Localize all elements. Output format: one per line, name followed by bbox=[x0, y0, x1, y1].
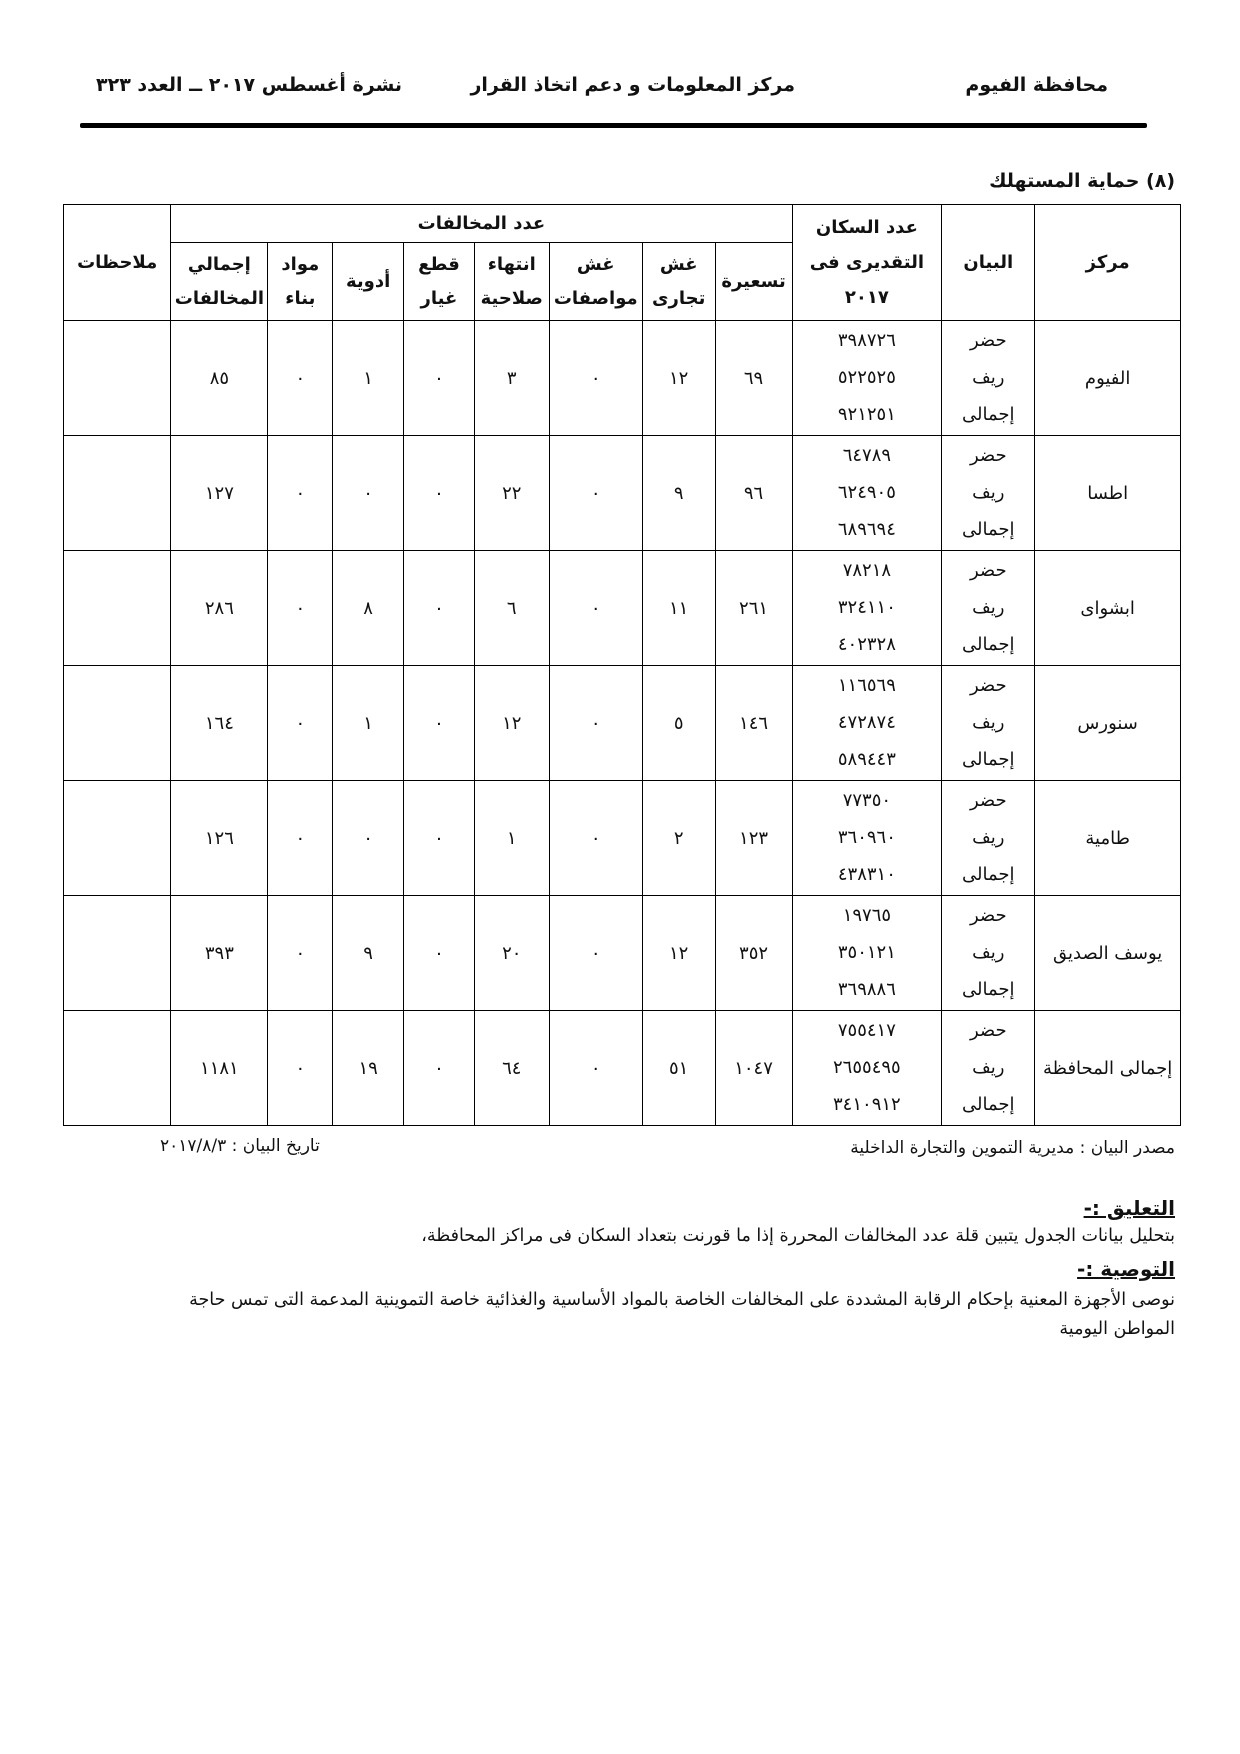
table-row bbox=[64, 1011, 1181, 1126]
table-row bbox=[64, 436, 1181, 551]
cell-violation-count: ١ bbox=[333, 666, 404, 781]
cell-violation-count: ٠ bbox=[549, 781, 642, 896]
cell-violation-count: ٠ bbox=[549, 436, 642, 551]
cell-violation-count: ٦ bbox=[474, 551, 549, 666]
population-value: ٣٢٤١١٠ bbox=[837, 597, 896, 618]
cell-violation-count: ٥١ bbox=[642, 1011, 715, 1126]
cell-violation-count: ٨ bbox=[333, 551, 404, 666]
cell-bayan bbox=[942, 666, 1035, 781]
cell-violation-count: ٣٩٣ bbox=[171, 896, 268, 1011]
comment-heading: التعليق :- bbox=[1083, 1196, 1175, 1220]
bayan-label: حضر bbox=[969, 790, 1007, 811]
bayan-label: إجمالى bbox=[962, 749, 1015, 770]
cell-notes bbox=[64, 551, 171, 666]
cell-violation-count: ٣ bbox=[474, 321, 549, 436]
cell-violation-count: ٩ bbox=[333, 896, 404, 1011]
header-divider bbox=[80, 123, 1147, 128]
section-title: (٨) حماية المستهلك bbox=[989, 170, 1175, 192]
header-violation-type bbox=[171, 243, 268, 321]
cell-population bbox=[792, 321, 942, 436]
cell-violation-count: ١٢٣ bbox=[715, 781, 792, 896]
cell-markaz: سنورس bbox=[1035, 666, 1181, 781]
header-population bbox=[792, 205, 942, 321]
cell-bayan bbox=[942, 436, 1035, 551]
bayan-label: حضر bbox=[969, 675, 1007, 696]
cell-violation-count: ١٢ bbox=[474, 666, 549, 781]
cell-violation-count: ٠ bbox=[404, 781, 475, 896]
population-value: ٣٥٠١٢١ bbox=[837, 942, 896, 963]
cell-violation-count: ١٤٦ bbox=[715, 666, 792, 781]
header-violations-group: عدد المخالفات bbox=[171, 205, 792, 243]
header-notes: ملاحظات bbox=[64, 205, 171, 321]
cell-violation-count: ٩ bbox=[642, 436, 715, 551]
governorate-name: محافظة الفيوم bbox=[965, 74, 1108, 96]
header-violation-type-line: تجارى bbox=[652, 287, 706, 309]
bayan-label: ريف bbox=[972, 942, 1005, 963]
cell-violation-count: ٠ bbox=[404, 436, 475, 551]
bayan-label: حضر bbox=[969, 330, 1007, 351]
cell-markaz: الفيوم bbox=[1035, 321, 1181, 436]
cell-violation-count: ١ bbox=[333, 321, 404, 436]
cell-violation-count: ٢٨٦ bbox=[171, 551, 268, 666]
cell-bayan bbox=[942, 551, 1035, 666]
cell-violation-count: ١٩ bbox=[333, 1011, 404, 1126]
bayan-label: إجمالى bbox=[962, 979, 1015, 1000]
cell-violation-count: ٠ bbox=[404, 666, 475, 781]
bulletin-issue: نشرة أغسطس ٢٠١٧ ــ العدد ٣٢٣ bbox=[96, 74, 403, 96]
cell-violation-count: ٠ bbox=[549, 666, 642, 781]
population-value: ١٩٧٦٥ bbox=[842, 905, 892, 926]
cell-violation-count: ٠ bbox=[268, 1011, 333, 1126]
cell-bayan bbox=[942, 1011, 1035, 1126]
bayan-label: حضر bbox=[969, 560, 1007, 581]
bayan-label: حضر bbox=[969, 905, 1007, 926]
cell-violation-count: ٨٥ bbox=[171, 321, 268, 436]
population-value: ٧٧٣٥٠ bbox=[842, 790, 892, 811]
bayan-label: إجمالى bbox=[962, 634, 1015, 655]
header-violation-type bbox=[642, 243, 715, 321]
cell-violation-count: ٠ bbox=[268, 436, 333, 551]
bayan-label: حضر bbox=[969, 445, 1007, 466]
table-row bbox=[64, 896, 1181, 1011]
cell-markaz: طامية bbox=[1035, 781, 1181, 896]
cell-bayan bbox=[942, 321, 1035, 436]
table-row bbox=[64, 781, 1181, 896]
cell-notes bbox=[64, 1011, 171, 1126]
bayan-label: ريف bbox=[972, 827, 1005, 848]
data-date: تاريخ البيان : ٢٠١٧/٨/٣ bbox=[160, 1136, 320, 1156]
header-violation-type bbox=[715, 243, 792, 321]
population-value: ٣٩٨٧٢٦ bbox=[837, 330, 896, 351]
table-row bbox=[64, 551, 1181, 666]
population-value: ٤٧٢٨٧٤ bbox=[837, 712, 896, 733]
population-value: ٦٤٧٨٩ bbox=[842, 445, 892, 466]
cell-violation-count: ٠ bbox=[268, 321, 333, 436]
bayan-label: إجمالى bbox=[962, 1094, 1015, 1115]
population-value: ٤٣٨٣١٠ bbox=[837, 864, 896, 885]
cell-markaz: ابشواى bbox=[1035, 551, 1181, 666]
bayan-label: ريف bbox=[972, 367, 1005, 388]
cell-markaz: اطسا bbox=[1035, 436, 1181, 551]
cell-violation-count: ٩٦ bbox=[715, 436, 792, 551]
population-value: ٩٢١٢٥١ bbox=[837, 404, 896, 425]
header-markaz: مركز bbox=[1035, 205, 1181, 321]
population-value: ٣٦٩٨٨٦ bbox=[837, 979, 896, 1000]
cell-violation-count: ١١ bbox=[642, 551, 715, 666]
header-violation-type-line: إجمالي bbox=[187, 253, 251, 275]
cell-notes bbox=[64, 781, 171, 896]
cell-violation-count: ٢٦١ bbox=[715, 551, 792, 666]
cell-notes bbox=[64, 436, 171, 551]
population-value: ٧٥٥٤١٧ bbox=[837, 1020, 896, 1041]
header-violation-type-line: غيار bbox=[420, 287, 458, 309]
cell-violation-count: ٥ bbox=[642, 666, 715, 781]
recommendation-text: نوصى الأجهزة المعنية بإحكام الرقابة المشددة على المخالفات الخاصة بالمواد الأساسية والغذائية خاصة التموينية المدعمة التى تمس حاجة المواطن اليومية bbox=[189, 1290, 1175, 1339]
header-violation-type bbox=[549, 243, 642, 321]
data-source: مصدر البيان : مديرية التموين والتجارة الداخلية bbox=[850, 1138, 1175, 1158]
population-value: ٤٠٢٣٢٨ bbox=[837, 634, 896, 655]
bayan-label: ريف bbox=[972, 597, 1005, 618]
cell-markaz: إجمالى المحافظة bbox=[1035, 1011, 1181, 1126]
cell-violation-count: ١ bbox=[474, 781, 549, 896]
population-value: ٢٦٥٥٤٩٥ bbox=[833, 1057, 901, 1078]
cell-violation-count: ٠ bbox=[333, 436, 404, 551]
header-violation-type bbox=[268, 243, 333, 321]
cell-violation-count: ٦٩ bbox=[715, 321, 792, 436]
header-violation-type-line: غش bbox=[576, 253, 615, 275]
cell-violation-count: ٠ bbox=[404, 321, 475, 436]
info-center-name: مركز المعلومات و دعم اتخاذ القرار bbox=[470, 74, 795, 96]
consumer-protection-table bbox=[63, 204, 1181, 1126]
header-violation-type-line: مواصفات bbox=[553, 287, 638, 309]
cell-violation-count: ٢ bbox=[642, 781, 715, 896]
cell-violation-count: ١٢ bbox=[642, 321, 715, 436]
cell-violation-count: ٠ bbox=[549, 321, 642, 436]
bayan-label: إجمالى bbox=[962, 404, 1015, 425]
bayan-label: إجمالى bbox=[962, 864, 1015, 885]
bayan-label: ريف bbox=[972, 712, 1005, 733]
header-population-line: ٢٠١٧ bbox=[844, 287, 889, 308]
cell-population bbox=[792, 781, 942, 896]
cell-markaz: يوسف الصديق bbox=[1035, 896, 1181, 1011]
header-violation-type-line: تسعيرة bbox=[721, 270, 786, 292]
cell-population bbox=[792, 896, 942, 1011]
population-value: ٦٢٤٩٠٥ bbox=[837, 482, 896, 503]
population-value: ٧٨٢١٨ bbox=[842, 560, 892, 581]
cell-violation-count: ٦٤ bbox=[474, 1011, 549, 1126]
cell-violation-count: ١٦٤ bbox=[171, 666, 268, 781]
cell-violation-count: ٠ bbox=[549, 896, 642, 1011]
cell-violation-count: ١٢٧ bbox=[171, 436, 268, 551]
header-bayan: البيان bbox=[942, 205, 1035, 321]
cell-violation-count: ١٢٦ bbox=[171, 781, 268, 896]
cell-violation-count: ٠ bbox=[268, 666, 333, 781]
header-violation-type-line: غش bbox=[659, 253, 698, 275]
cell-violation-count: ٠ bbox=[404, 551, 475, 666]
cell-violation-count: ٣٥٢ bbox=[715, 896, 792, 1011]
population-value: ٥٢٢٥٢٥ bbox=[837, 367, 896, 388]
page-header bbox=[84, 74, 1108, 104]
bayan-label: إجمالى bbox=[962, 519, 1015, 540]
cell-violation-count: ٠ bbox=[333, 781, 404, 896]
cell-population bbox=[792, 1011, 942, 1126]
header-violation-type-line: أدوية bbox=[345, 270, 391, 292]
table-row bbox=[64, 321, 1181, 436]
population-value: ٣٤١٠٩١٢ bbox=[833, 1094, 901, 1115]
cell-violation-count: ١٢ bbox=[642, 896, 715, 1011]
cell-violation-count: ٢٢ bbox=[474, 436, 549, 551]
cell-violation-count: ٠ bbox=[404, 896, 475, 1011]
cell-violation-count: ٠ bbox=[268, 781, 333, 896]
bayan-label: حضر bbox=[969, 1020, 1007, 1041]
cell-population bbox=[792, 551, 942, 666]
population-value: ١١٦٥٦٩ bbox=[837, 675, 896, 696]
cell-violation-count: ٠ bbox=[549, 551, 642, 666]
cell-violation-count: ١١٨١ bbox=[171, 1011, 268, 1126]
cell-violation-count: ٠ bbox=[549, 1011, 642, 1126]
cell-notes bbox=[64, 666, 171, 781]
header-violation-type-line: المخالفات bbox=[174, 287, 265, 309]
cell-violation-count: ١٠٤٧ bbox=[715, 1011, 792, 1126]
cell-notes bbox=[64, 321, 171, 436]
population-value: ٣٦٠٩٦٠ bbox=[837, 827, 896, 848]
cell-violation-count: ٠ bbox=[268, 896, 333, 1011]
cell-violation-count: ٢٠ bbox=[474, 896, 549, 1011]
cell-population bbox=[792, 666, 942, 781]
cell-population bbox=[792, 436, 942, 551]
bayan-label: ريف bbox=[972, 482, 1005, 503]
table-row bbox=[64, 666, 1181, 781]
cell-bayan bbox=[942, 781, 1035, 896]
cell-bayan bbox=[942, 896, 1035, 1011]
recommendation-heading: التوصية :- bbox=[1077, 1257, 1175, 1281]
population-value: ٦٨٩٦٩٤ bbox=[837, 519, 896, 540]
cell-violation-count: ٠ bbox=[404, 1011, 475, 1126]
header-violation-type-line: انتهاء bbox=[487, 253, 536, 275]
cell-violation-count: ٠ bbox=[268, 551, 333, 666]
header-violation-type-line: صلاحية bbox=[480, 287, 543, 309]
comment-text: بتحليل بيانات الجدول يتبين قلة عدد المخالفات المحررة إذا ما قورنت بتعداد السكان فى مراكز المحافظة، bbox=[421, 1226, 1175, 1246]
header-violation-type bbox=[404, 243, 475, 321]
header-violation-type bbox=[333, 243, 404, 321]
header-violation-type-line: قطع bbox=[418, 253, 460, 275]
header-violation-type bbox=[474, 243, 549, 321]
header-population-line: عدد السكان bbox=[815, 217, 918, 238]
cell-notes bbox=[64, 896, 171, 1011]
bayan-label: ريف bbox=[972, 1057, 1005, 1078]
population-value: ٥٨٩٤٤٣ bbox=[837, 749, 896, 770]
header-violation-type-line: مواد bbox=[281, 253, 320, 275]
header-violation-type-line: بناء bbox=[285, 287, 316, 309]
header-population-line: التقديرى فى bbox=[809, 252, 925, 273]
